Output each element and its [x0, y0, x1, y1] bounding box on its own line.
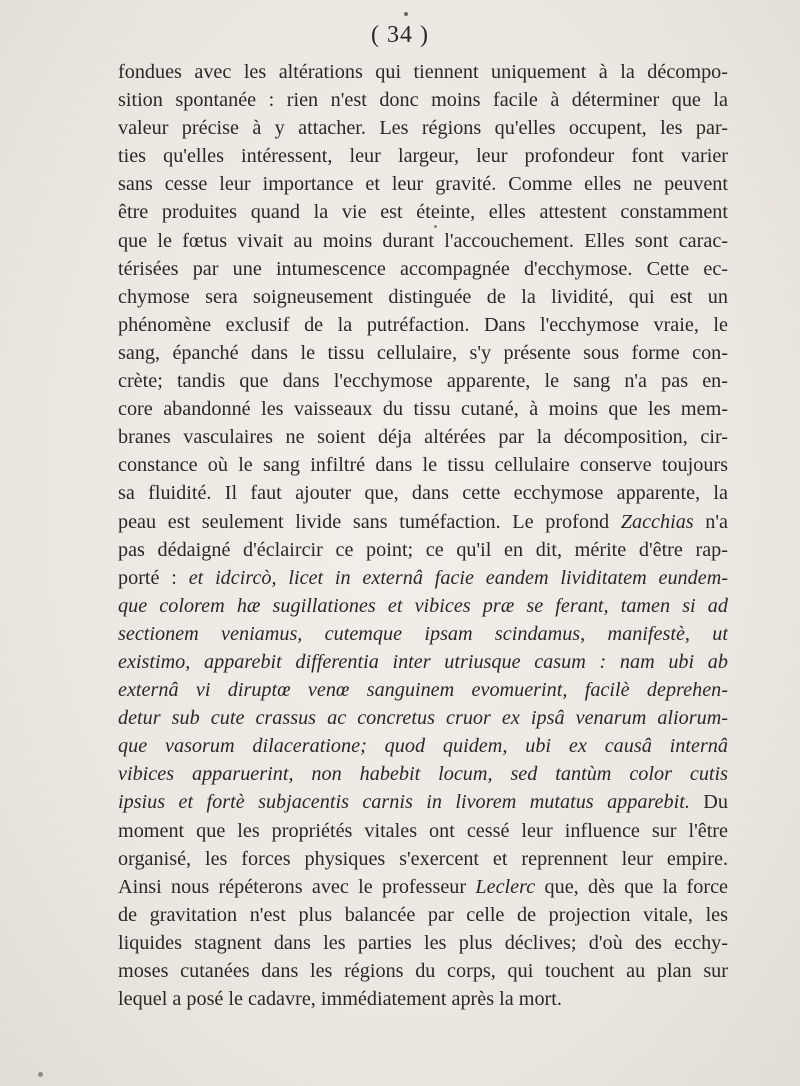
text-run: valeur précise à y attacher. Les régions qu'elles occupent, les par- [118, 117, 728, 140]
text-run: sang, épanché dans le tissu cellulaire, s'y présente sous forme con- [118, 341, 728, 364]
text-run: porté : [118, 566, 189, 589]
body-text [118, 58, 728, 1013]
text-run: constance où le sang infiltré dans le tissu cellulaire conserve toujours [118, 454, 728, 477]
print-speck [38, 1072, 43, 1077]
italic-run: que colorem hæ sugillationes et vibices præ se ferant, tamen si ad [118, 594, 728, 617]
text-line [118, 985, 728, 1013]
italic-run: vibices apparuerint, non habebit locum, sed tantùm color cutis [118, 763, 728, 786]
text-line [118, 198, 728, 226]
italic-run: que vasorum dilaceratione; quod quidem, ubi ex causâ internâ [118, 735, 728, 758]
text-run: sa fluidité. Il faut ajouter que, dans cette ecchymose apparente, la [118, 482, 728, 505]
text-run: que, dès que la force [535, 875, 728, 898]
text-run: ties qu'elles intéressent, leur largeur, leur profondeur font varier [118, 145, 728, 168]
print-speck [434, 225, 437, 228]
text-line [118, 479, 728, 507]
text-line [118, 395, 728, 423]
text-run: sans cesse leur importance et leur gravité. Comme elles ne peuvent [118, 173, 728, 196]
text-run: térisées par une intumescence accompagnée d'ecchymose. Cette ec- [118, 257, 728, 280]
text-line [118, 339, 728, 367]
text-line [118, 648, 728, 676]
text-run: branes vasculaires ne soient déja altérées par la décomposition, cir- [118, 426, 728, 449]
text-run: core abandonné les vaisseaux du tissu cutané, à moins que les mem- [118, 398, 728, 421]
text-run: de gravitation n'est plus balancée par celle de projection vitale, les [118, 903, 728, 926]
text-run: moses cutanées dans les régions du corps, qui touchent au plan sur [118, 960, 728, 982]
print-speck [404, 12, 408, 16]
page-number: ( 34 ) [371, 22, 429, 48]
text-line [118, 564, 728, 592]
text-line [118, 957, 728, 985]
text-line [118, 536, 728, 564]
text-line [118, 760, 728, 788]
italic-run: et idcircò, licet in externâ facie eandem lividitatem eundem- [188, 566, 728, 589]
text-line [118, 114, 728, 142]
text-run: peau est seulement livide sans tuméfaction. Le profond [118, 510, 621, 533]
text-line [118, 367, 728, 395]
text-run: Du [689, 791, 728, 814]
text-run: moment que les propriétés vitales ont cessé leur influence sur l'être [118, 819, 728, 842]
italic-run: detur sub cute crassus ac concretus cruor ex ipsâ venarum aliorum- [118, 707, 728, 730]
text-line [118, 732, 728, 760]
text-line [118, 845, 728, 873]
text-run: Ainsi nous répéterons avec le professeur [118, 875, 476, 898]
text-run: organisé, les forces physiques s'exercent et reprennent leur empire. [118, 847, 728, 870]
text-run: phénomène exclusif de la putréfaction. Dans l'ecchymose vraie, le [118, 313, 728, 336]
text-line [118, 508, 728, 536]
italic-run: externâ vi diruptœ venœ sanguinem evomuerint, facilè deprehen- [118, 679, 728, 702]
text-line [118, 58, 728, 86]
italic-run: Leclerc [475, 875, 536, 898]
text-line [118, 255, 728, 283]
text-line [118, 170, 728, 198]
text-line [118, 817, 728, 845]
text-line [118, 592, 728, 620]
text-line [118, 423, 728, 451]
text-run: liquides stagnent dans les parties les plus déclives; d'où des ecchy- [118, 931, 728, 954]
text-line [118, 311, 728, 339]
text-run: lequel a posé le cadavre, immédiatement après la mort. [118, 988, 562, 1011]
text-line [118, 901, 728, 929]
text-run: sition spontanée : rien n'est donc moins facile à déterminer que la [118, 89, 728, 112]
text-run: que le fœtus vivait au moins durant l'accouchement. Elles sont carac- [118, 229, 728, 252]
text-run: pas dédaigné d'éclaircir ce point; ce qu'il en dit, mérite d'être rap- [118, 538, 728, 561]
text-run: crète; tandis que dans l'ecchymose apparente, le sang n'a pas en- [118, 370, 728, 393]
text-line [118, 451, 728, 479]
text-run: fondues avec les altérations qui tiennent uniquement à la décompo- [118, 61, 728, 83]
text-line [118, 283, 728, 311]
text-line [118, 142, 728, 170]
text-line [118, 227, 728, 255]
text-line [118, 788, 728, 816]
text-line [118, 86, 728, 114]
text-line [118, 929, 728, 957]
text-line [118, 620, 728, 648]
italic-run: ipsius et fortè subjacentis carnis in livorem mutatus apparebit. [118, 791, 690, 814]
text-run: être produites quand la vie est éteinte, elles attestent constamment [118, 201, 728, 224]
text-run: n'a [693, 510, 728, 533]
text-line [118, 873, 728, 901]
italic-run: Zacchias [620, 510, 694, 533]
italic-run: sectionem veniamus, cutemque ipsam scindamus, manifestè, ut [118, 622, 728, 645]
text-line [118, 676, 728, 704]
text-line [118, 704, 728, 732]
text-run: chymose sera soigneusement distinguée de la lividité, qui est un [118, 285, 728, 308]
italic-run: existimo, apparebit differentia inter utriusque casum : nam ubi ab [118, 650, 728, 673]
